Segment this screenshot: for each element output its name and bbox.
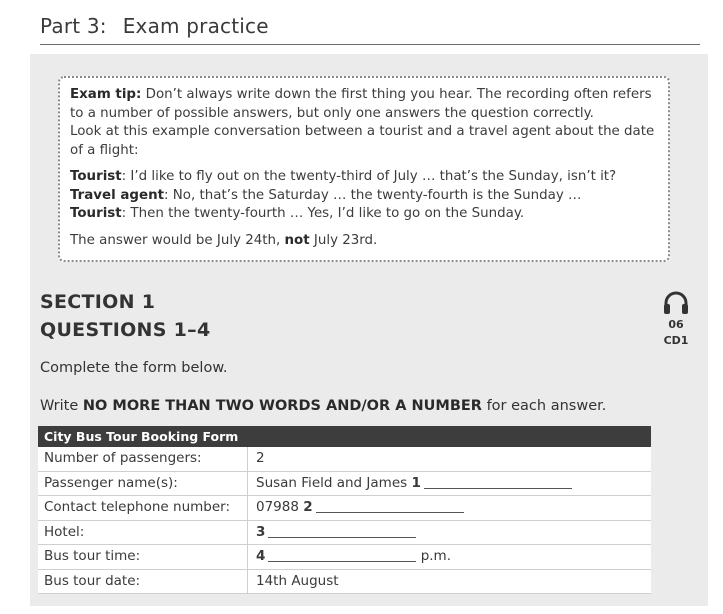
dialogue-line: Tourist: I’d like to fly out on the twenty-third of July … that’s the Sunday, isn’t it?	[70, 169, 617, 184]
field-value: Susan Field and James 1	[248, 472, 572, 496]
field-label: Bus tour time:	[38, 545, 248, 569]
field-value: 2	[256, 450, 265, 466]
booking-form	[38, 426, 651, 594]
field-label: Passenger name(s):	[38, 472, 248, 496]
dialogue-line: Tourist: Then the twenty-fourth … Yes, I’d like to go on the Sunday.	[70, 206, 525, 221]
example-answer: The answer would be July 24th, not July 23rd.	[70, 232, 378, 248]
form-row	[38, 472, 651, 497]
track-number: 06	[668, 318, 684, 331]
answer-blank-2[interactable]	[316, 498, 464, 513]
form-row	[38, 447, 651, 472]
instruction-word-limit: Write NO MORE THAN TWO WORDS AND/OR A NUMBER for each answer.	[40, 398, 607, 414]
field-label: Bus tour date:	[38, 570, 248, 594]
part-title: Exam practice	[122, 14, 269, 38]
page-title	[40, 14, 700, 38]
question-number: 2	[303, 499, 313, 515]
field-label: Hotel:	[38, 521, 248, 545]
instruction-complete-form: Complete the form below.	[40, 360, 228, 376]
question-number: 4	[256, 548, 266, 564]
question-number: 1	[411, 474, 421, 491]
field-value: 4 p.m.	[256, 548, 451, 564]
example-intro: Look at this example conversation between a tourist and a travel agent about the date of a flight:	[70, 124, 655, 158]
answer-blank-1[interactable]	[424, 474, 572, 489]
part-number: Part 3:	[40, 14, 107, 38]
field-label: Number of passengers:	[38, 447, 248, 471]
headphones-icon	[662, 290, 690, 316]
answer-blank-4[interactable]	[268, 547, 416, 562]
audio-track-marker	[656, 290, 696, 347]
section-title: SECTION 1	[40, 291, 156, 313]
answer-blank-3[interactable]	[268, 523, 416, 538]
form-row	[38, 570, 651, 595]
question-number: 3	[256, 523, 266, 540]
form-row	[38, 521, 651, 546]
field-value: 07988 2	[248, 496, 464, 520]
form-title: City Bus Tour Booking Form	[38, 426, 651, 447]
form-row	[38, 545, 651, 570]
exam-tip-box	[58, 76, 670, 262]
questions-range: QUESTIONS 1–4	[40, 319, 211, 341]
exam-tip-text: Exam tip: Don’t always write down the first thing you hear. The recording often refers to a number of possible answers, but only one answers the question correctly.	[70, 87, 652, 121]
field-label: Contact telephone number:	[38, 496, 248, 520]
page-header	[40, 14, 700, 45]
form-row	[38, 496, 651, 521]
field-value	[248, 521, 416, 545]
section-heading	[40, 288, 210, 344]
field-value: 14th August	[256, 572, 339, 589]
dialogue-line: Travel agent: No, that’s the Saturday … the twenty-fourth is the Sunday …	[70, 187, 582, 203]
exam-tip-label: Exam tip:	[70, 87, 142, 102]
cd-label: CD1	[663, 334, 689, 347]
